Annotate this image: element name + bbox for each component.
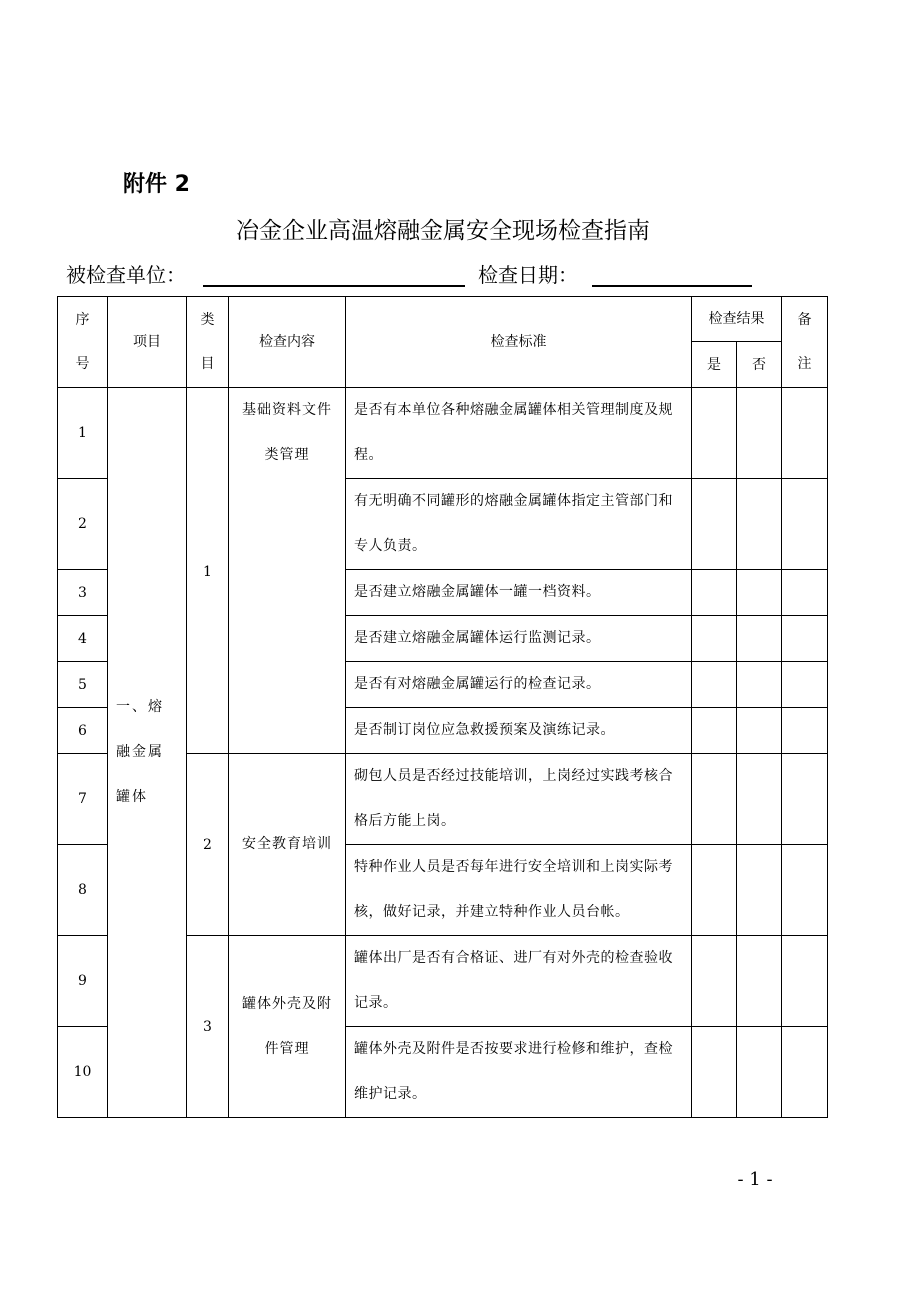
row-seq: 3 <box>58 570 108 616</box>
remark-cell[interactable] <box>782 570 828 616</box>
remark-cell[interactable] <box>782 845 828 936</box>
check-content: 安全教育培训 <box>229 754 346 936</box>
result-yes-cell[interactable] <box>692 936 737 1027</box>
result-yes-cell[interactable] <box>692 388 737 479</box>
row-seq: 7 <box>58 754 108 845</box>
result-yes-cell[interactable] <box>692 616 737 662</box>
row-seq: 8 <box>58 845 108 936</box>
header-item: 项目 <box>108 297 187 388</box>
row-seq: 4 <box>58 616 108 662</box>
remark-cell[interactable] <box>782 708 828 754</box>
check-standard: 是否有对熔融金属罐运行的检查记录。 <box>346 662 692 708</box>
check-standard: 特种作业人员是否每年进行安全培训和上岗实际考核，做好记录，并建立特种作业人员台帐。 <box>346 845 692 936</box>
header-remark-text: 备注 <box>797 312 812 372</box>
remark-cell[interactable] <box>782 479 828 570</box>
result-no-cell[interactable] <box>737 616 782 662</box>
row-seq: 1 <box>58 388 108 479</box>
item-name-cell <box>108 388 187 1118</box>
check-standard: 是否建立熔融金属罐体运行监测记录。 <box>346 616 692 662</box>
remark-cell[interactable] <box>782 388 828 479</box>
result-no-cell[interactable] <box>737 754 782 845</box>
inspected-unit-blank <box>203 285 465 287</box>
document-title: 冶金企业高温熔融金属安全现场检查指南 <box>236 218 650 244</box>
check-standard: 砌包人员是否经过技能培训，上岗经过实践考核合格后方能上岗。 <box>346 754 692 845</box>
category-number: 2 <box>187 754 229 936</box>
page-number: - 1 - <box>737 1169 773 1190</box>
result-yes-cell[interactable] <box>692 845 737 936</box>
result-no-cell[interactable] <box>737 570 782 616</box>
check-standard: 罐体出厂是否有合格证、进厂有对外壳的检查验收记录。 <box>346 936 692 1027</box>
category-number: 1 <box>187 388 229 754</box>
header-yes: 是 <box>692 342 737 388</box>
result-no-cell[interactable] <box>737 845 782 936</box>
result-no-cell[interactable] <box>737 479 782 570</box>
inspected-unit-label: 被检查单位： <box>66 263 186 287</box>
inspection-table <box>57 296 828 1118</box>
remark-cell[interactable] <box>782 616 828 662</box>
header-content: 检查内容 <box>229 297 346 388</box>
result-no-cell[interactable] <box>737 708 782 754</box>
result-no-cell[interactable] <box>737 1027 782 1118</box>
header-standard: 检查标准 <box>346 297 692 388</box>
remark-cell[interactable] <box>782 662 828 708</box>
result-yes-cell[interactable] <box>692 754 737 845</box>
result-no-cell[interactable] <box>737 388 782 479</box>
check-standard: 罐体外壳及附件是否按要求进行检修和维护，查检维护记录。 <box>346 1027 692 1118</box>
check-content: 罐体外壳及附件管理 <box>229 936 346 1118</box>
result-yes-cell[interactable] <box>692 570 737 616</box>
row-seq: 9 <box>58 936 108 1027</box>
result-yes-cell[interactable] <box>692 479 737 570</box>
header-result: 检查结果 <box>692 297 782 342</box>
result-no-cell[interactable] <box>737 936 782 1027</box>
check-standard: 是否制订岗位应急救援预案及演练记录。 <box>346 708 692 754</box>
row-seq: 2 <box>58 479 108 570</box>
header-seq <box>58 297 108 388</box>
row-seq: 6 <box>58 708 108 754</box>
inspection-date-label: 检查日期： <box>478 263 578 287</box>
result-no-cell[interactable] <box>737 662 782 708</box>
remark-cell[interactable] <box>782 936 828 1027</box>
header-no: 否 <box>737 342 782 388</box>
header-seq-text: 序号 <box>75 312 90 372</box>
item-name: 一、熔融金属罐体 <box>116 699 164 805</box>
header-remark <box>782 297 828 388</box>
category-number: 3 <box>187 936 229 1118</box>
remark-cell[interactable] <box>782 1027 828 1118</box>
row-seq: 10 <box>58 1027 108 1118</box>
check-standard: 有无明确不同罐形的熔融金属罐体指定主管部门和专人负责。 <box>346 479 692 570</box>
remark-cell[interactable] <box>782 754 828 845</box>
result-yes-cell[interactable] <box>692 1027 737 1118</box>
row-seq: 5 <box>58 662 108 708</box>
check-standard: 是否建立熔融金属罐体一罐一档资料。 <box>346 570 692 616</box>
result-yes-cell[interactable] <box>692 708 737 754</box>
check-content: 基础资料文件类管理 <box>229 388 346 754</box>
result-yes-cell[interactable] <box>692 662 737 708</box>
attachment-label: 附件 2 <box>123 172 190 197</box>
header-category <box>187 297 229 388</box>
header-category-text: 类目 <box>200 312 215 372</box>
check-standard: 是否有本单位各种熔融金属罐体相关管理制度及规程。 <box>346 388 692 479</box>
inspection-date-blank <box>592 285 752 287</box>
